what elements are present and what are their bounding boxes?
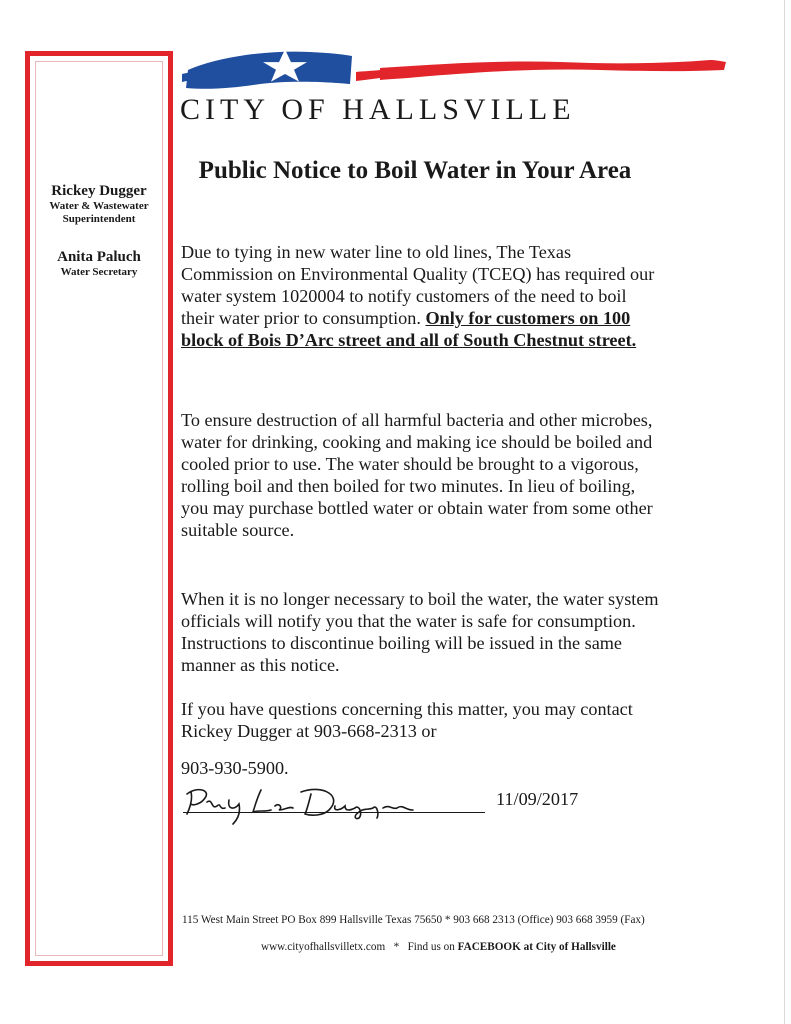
footer-address: 115 West Main Street PO Box 899 Hallsville Texas 75650 * 903 668 2313 (Office) 903 668 3959 (Fax): [182, 914, 645, 926]
intro-text: Due to tying in new water line to old lines, The Texas Commission on Environmental Quality (TCEQ) has required our water system 1020004 to notify customers of the need to boil their water prior to consumption.: [181, 242, 655, 328]
contact-phone: 903-930-5900.: [181, 758, 289, 778]
signature-line: [183, 812, 485, 813]
staff-role: Water & Wastewater: [49, 200, 149, 212]
facebook-suffix: at City of Hallsville: [523, 941, 616, 953]
staff-name: Anita Paluch: [57, 249, 141, 265]
footer-web-social: [261, 941, 681, 953]
staff-role: Superintendent: [62, 213, 136, 225]
footer-separator: *: [393, 941, 400, 953]
paragraph-discontinue: When it is no longer necessary to boil the water, the water system officials will notify you that the water is safe for consumption. Instructions to discontinue boiling will be issued in the same manner as this notice.: [181, 589, 659, 675]
flag-banner-icon: [180, 44, 730, 94]
staff-secretary: [30, 249, 168, 279]
sidebar-frame: [25, 51, 173, 966]
signature-date: 11/09/2017: [496, 789, 579, 809]
website-link[interactable]: www.cityofhallsvilletx.com: [261, 941, 386, 953]
city-logo: [180, 44, 730, 126]
paragraph-instructions: To ensure destruction of all harmful bacteria and other microbes, water for drinking, cooking and making ice should be boiled and cooled prior to use. The water should be brought to a vigorous, rolling boil and then boiled for two minutes. In lieu of boiling, you may purchase bottled water or obtain water from some other suitable source.: [181, 410, 653, 540]
paragraph-intro: [181, 241, 659, 351]
staff-name: Rickey Dugger: [51, 183, 147, 199]
facebook-link[interactable]: FACEBOOK: [457, 941, 521, 953]
notice-title: Public Notice to Boil Water in Your Area: [198, 157, 632, 184]
city-name: CITY OF HALLSVILLE: [180, 93, 576, 126]
staff-superintendent: [30, 183, 168, 226]
paragraph-contact: If you have questions concerning this matter, you may contact Rickey Dugger at 903-668-2313 or: [181, 699, 633, 741]
signature-icon: [183, 780, 483, 825]
staff-role: Water Secretary: [60, 266, 138, 278]
page-edge: [784, 0, 785, 1024]
affected-area-text: Only for customers on 100 block of Bois D’Arc street and all of South Chestnut street.: [181, 308, 637, 350]
facebook-prefix: Find us on: [407, 941, 455, 953]
